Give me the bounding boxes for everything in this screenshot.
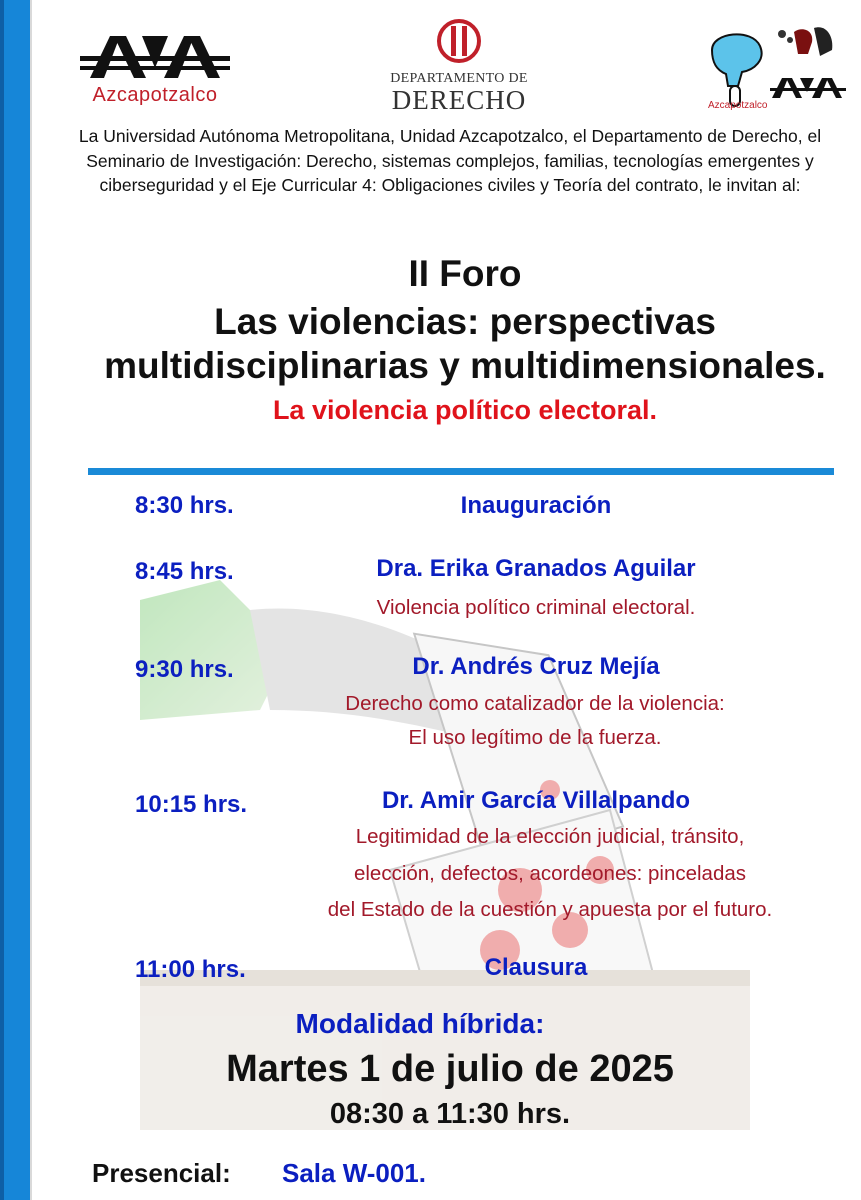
divider-rule <box>88 468 834 475</box>
uam-logo <box>80 28 230 106</box>
dd-emblem-icon <box>427 18 491 64</box>
time-1: 8:45 hrs. <box>135 558 234 585</box>
derecho-logo <box>384 18 534 113</box>
talk-3-line-2: elección, defectos, acordeones: pinceladas <box>353 862 747 885</box>
intro-paragraph: La Universidad Autónoma Metropolitana, Unidad Azcapotzalco, el Departamento de Derecho, el Seminario de Investigación: Derecho, sistemas complejos, familias, tecnologías emergentes y ciberseguridad y el Eje Curricular 4: Obligaciones civiles y Teoría del contrato, le invitan al: <box>78 126 822 195</box>
event-subtitle: La violencia político electoral. <box>272 395 658 425</box>
talk-3-line-1: Legitimidad de la elección judicial, tránsito, <box>355 825 745 848</box>
program-item-closing: Clausura <box>484 954 588 981</box>
time-3: 10:15 hrs. <box>135 791 248 818</box>
time-2: 9:30 hrs. <box>135 656 234 683</box>
derecho-label: DERECHO <box>391 85 527 115</box>
event-title <box>50 252 861 428</box>
speaker-2: Dr. Andrés Cruz Mejía <box>412 653 660 680</box>
title-line-2: Las violencias: perspectivas <box>214 301 716 342</box>
talk-2-line-2: El uso legítimo de la fuerza. <box>408 726 662 749</box>
program-item-opening: Inauguración <box>460 492 612 519</box>
uam-city-label: Azcapotzalco <box>92 84 218 106</box>
talk-2-line-1: Derecho como catalizador de la violencia: <box>345 692 725 715</box>
left-blue-band <box>0 0 36 1200</box>
event-date: Martes 1 de julio de 2025 <box>226 1048 674 1090</box>
modality-label: Modalidad híbrida: <box>295 1008 545 1039</box>
presencial-label: Presencial: <box>92 1158 231 1188</box>
talk-3-line-3: del Estado de la cuestión y apuesta por el futuro. <box>327 898 773 921</box>
dept-label: DEPARTAMENTO DE <box>390 71 528 86</box>
time-0: 8:30 hrs. <box>135 492 234 519</box>
event-hours: 08:30 a 11:30 hrs. <box>329 1098 571 1130</box>
title-line-3: multidisciplinarias y multidimensionales. <box>104 345 826 386</box>
title-line-1: II Foro <box>408 253 522 294</box>
presencial-room: Sala W-001. <box>282 1158 426 1188</box>
time-4: 11:00 hrs. <box>135 956 246 983</box>
seminar-city-label: Azcapotzalco <box>708 100 768 111</box>
speaker-1: Dra. Erika Granados Aguilar <box>376 555 696 582</box>
speaker-3: Dr. Amir García Villalpando <box>381 787 691 814</box>
seminar-logo <box>702 20 852 115</box>
talk-1-line-1: Violencia político criminal electoral. <box>376 596 696 619</box>
